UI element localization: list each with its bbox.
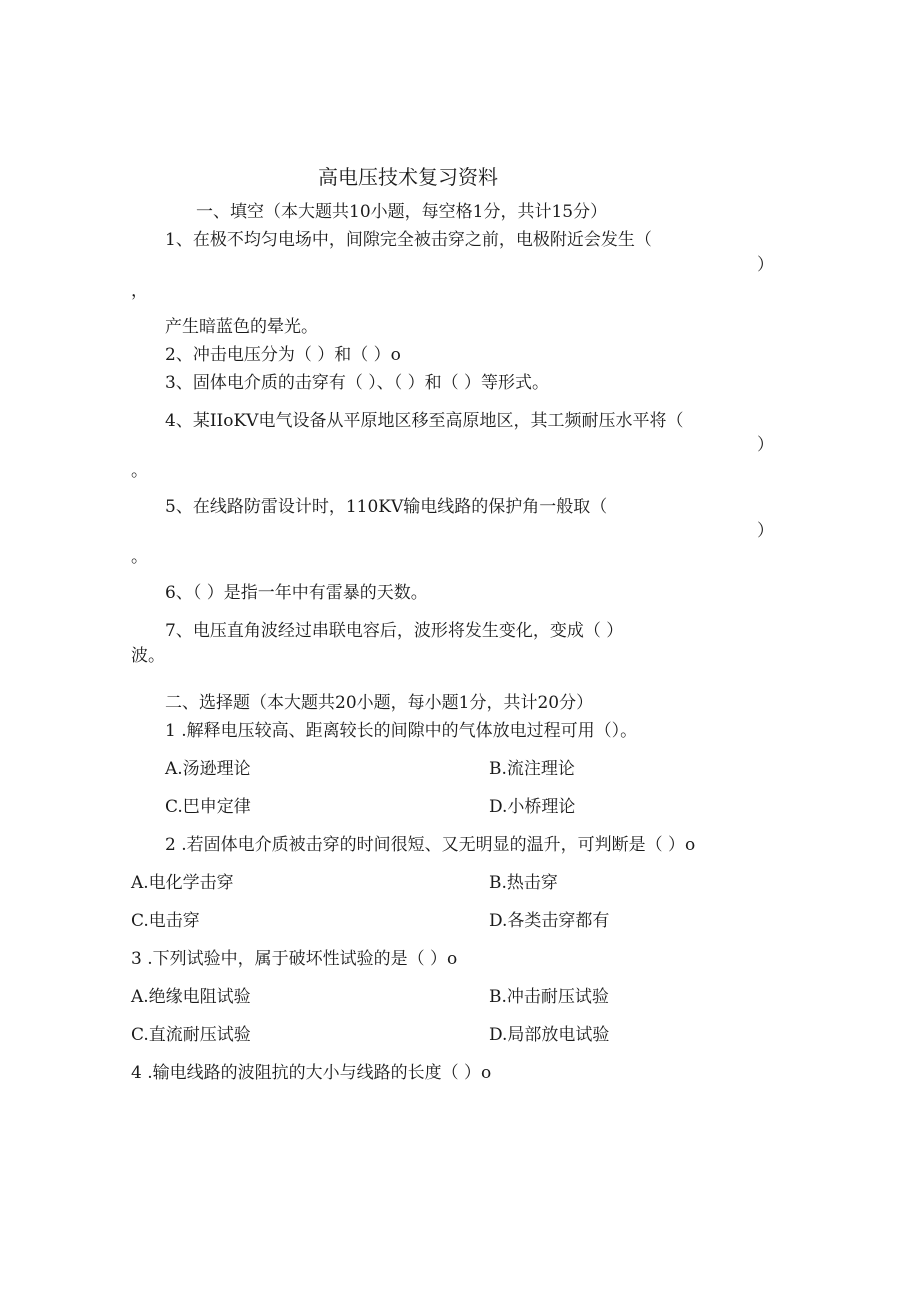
mc-question-3-option-b: B.冲击耐压试验 xyxy=(489,987,609,1007)
mc-question-2-option-b: B.热击穿 xyxy=(489,873,558,893)
question-4-end: 。 xyxy=(131,461,148,481)
question-7: 7、电压直角波经过串联电容后，波形将发生变化，变成（ ） xyxy=(165,621,624,641)
question-2: 2、冲击电压分为（ ）和（ ）o xyxy=(165,345,401,365)
page-title: 高电压技术复习资料 xyxy=(318,165,498,189)
mc-question-4: 4 .输电线路的波阻抗的大小与线路的长度（ ）o xyxy=(131,1063,492,1083)
mc-question-3-option-a: A.绝缘电阻试验 xyxy=(131,987,251,1007)
question-4: 4、某IIoKV电气设备从平原地区移至高原地区，其工频耐压水平将（ xyxy=(165,411,684,431)
question-1-comma: ， xyxy=(131,281,148,301)
question-5-end: 。 xyxy=(131,547,148,567)
mc-question-2-option-a: A.电化学击穿 xyxy=(131,873,234,893)
mc-question-3-option-d: D.局部放电试验 xyxy=(489,1025,610,1045)
question-1-close-paren: ） xyxy=(757,255,774,275)
question-3: 3、固体电介质的击穿有（ ）、（ ）和（ ）等形式。 xyxy=(165,373,550,393)
mc-question-1-option-b: B.流注理论 xyxy=(489,759,575,779)
question-1-line-2: 产生暗蓝色的晕光。 xyxy=(165,317,318,337)
mc-question-3: 3 .下列试验中，属于破坏性试验的是（ ）o xyxy=(131,949,458,969)
mc-question-1-option-a: A.汤逊理论 xyxy=(165,759,251,779)
question-7-end: 波。 xyxy=(131,646,165,666)
section2-heading: 二、选择题（本大题共20小题，每小题1分，共计20分） xyxy=(165,693,594,713)
question-5: 5、在线路防雷设计时，110KV输电线路的保护角一般取（ xyxy=(165,497,608,517)
mc-question-2-option-d: D.各类击穿都有 xyxy=(489,911,610,931)
question-4-close-paren: ） xyxy=(757,435,774,455)
mc-question-3-option-c: C.直流耐压试验 xyxy=(131,1025,251,1045)
mc-question-1-option-c: C.巴申定律 xyxy=(165,797,251,817)
mc-question-2-option-c: C.电击穿 xyxy=(131,911,200,931)
question-5-close-paren: ） xyxy=(757,521,774,541)
section1-heading: 一、填空（本大题共10小题，每空格1分，共计15分） xyxy=(196,202,608,222)
mc-question-2: 2 .若固体电介质被击穿的时间很短、又无明显的温升，可判断是（ ）o xyxy=(165,835,696,855)
mc-question-1-option-d: D.小桥理论 xyxy=(489,797,576,817)
question-6: 6、（ ）是指一年中有雷暴的天数。 xyxy=(165,583,428,603)
mc-question-1: 1 .解释电压较高、距离较长的间隙中的气体放电过程可用（）。 xyxy=(165,721,638,741)
question-1-line-1: 1、在极不均匀电场中，间隙完全被击穿之前，电极附近会发生（ xyxy=(165,230,652,250)
